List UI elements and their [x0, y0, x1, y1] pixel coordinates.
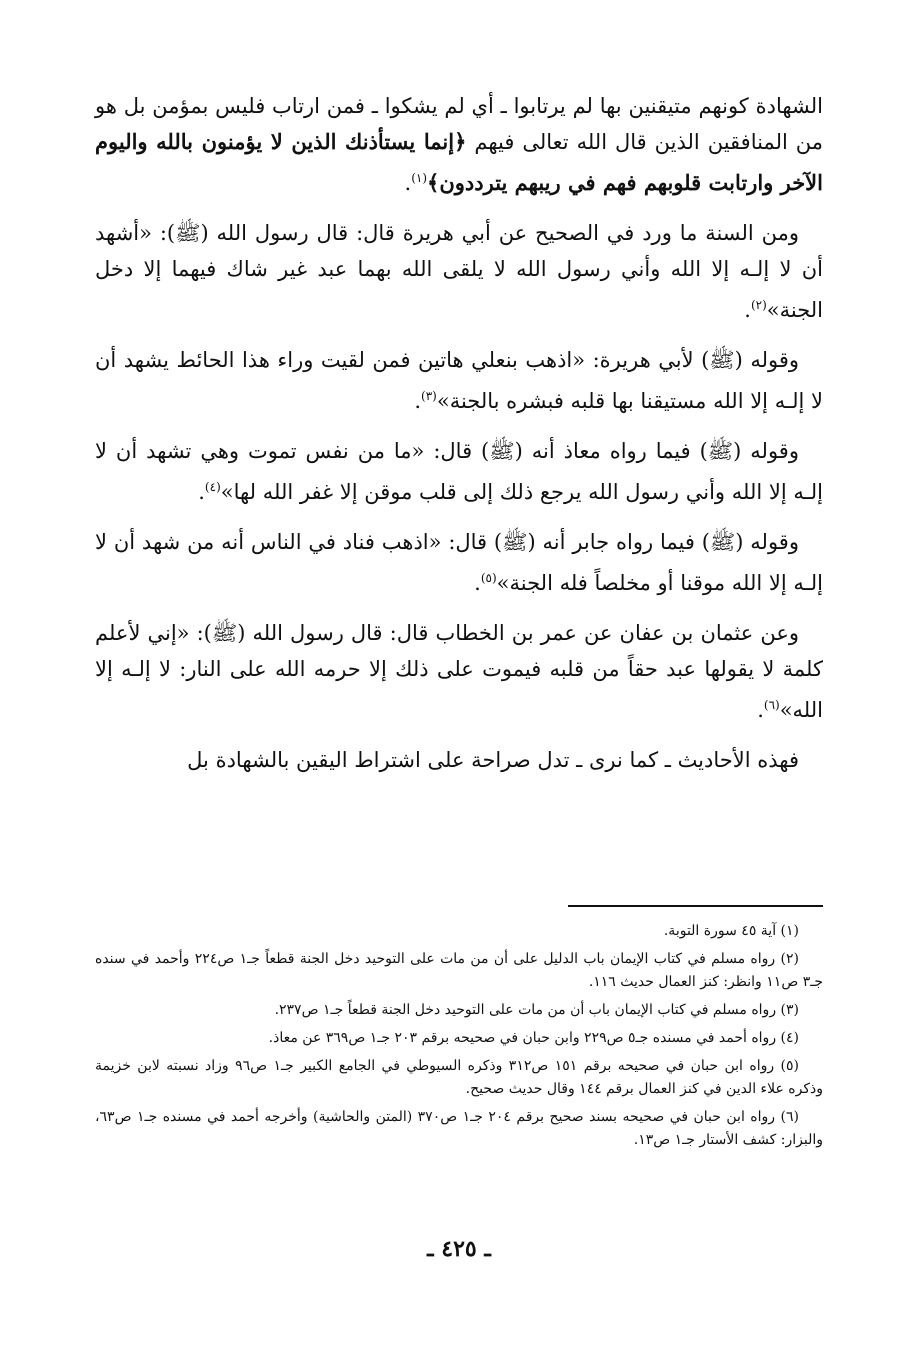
paragraph-5-end: .: [474, 571, 481, 595]
footnote-ref-1: (١): [411, 171, 428, 185]
footnote-1: (١) آية ٤٥ سورة التوبة.: [663, 923, 799, 939]
footnotes: [95, 920, 823, 1157]
paragraph-2-text: ومن السنة ما ورد في الصحيح عن أبي هريرة قال: قال رسول الله (ﷺ): «أشهد أن لا إلـه إلا الله وأني رسول الله لا يلقى الله بهما عبد غير شاك فيهما إلا دخل الجنة»: [95, 221, 823, 322]
footnote-3: (٣) رواه مسلم في كتاب الإيمان باب أن من مات على التوحيد دخل الجنة قطعاً جـ١ ص٢٣٧.: [274, 1002, 799, 1018]
page-number: ـ ٤٢٥ ـ: [427, 1236, 491, 1262]
footnote-5: (٥) رواه ابن حبان في صحيحه برقم ١٥١ ص٣١٢ وذكره السيوطي في الجامع الكبير جـ١ ص٩٦ وزاد نسبته لابن خزيمة وذكره علاء الدين في كنز العمال برقم ١٤٤ وقال حديث صحيح.: [95, 1058, 823, 1097]
paragraph-6: [95, 615, 823, 728]
footnote-divider: [568, 905, 823, 907]
paragraph-3-text: وقوله (ﷺ) لأبي هريرة: «اذهب بنعلي هاتين فمن لقيت وراء هذا الحائط يشهد أن لا إلـه إلا الله مستيقنا بها قلبه فبشره بالجنة»: [95, 348, 823, 413]
paragraph-1-end: .: [404, 171, 412, 195]
paragraph-4-end: .: [198, 480, 205, 504]
paragraph-3: [95, 342, 823, 419]
paragraph-6-end: .: [757, 698, 764, 722]
footnote-ref-3: (٣): [421, 389, 437, 403]
page: [95, 88, 823, 1359]
main-text: [95, 88, 823, 778]
paragraph-6-text: وعن عثمان بن عفان عن عمر بن الخطاب قال: قال رسول الله (ﷺ): «إني لأعلم كلمة لا يقولها عبد حقاً من قلبه فيموت على ذلك إلا حرمه الله على النار: لا إلـه إلا الله»: [95, 621, 823, 722]
paragraph-7: [95, 742, 823, 778]
footnote-ref-4: (٤): [204, 480, 221, 494]
paragraph-2: [95, 215, 823, 328]
paragraph-2-end: .: [744, 298, 751, 322]
paragraph-4-text: وقوله (ﷺ) فيما رواه معاذ أنه (ﷺ) قال: «ما من نفس تموت وهي تشهد أن لا إلـه إلا الله وأني رسول الله يرجع ذلك إلى قلب موقن إلا غفر الله لها»: [95, 439, 823, 504]
paragraph-3-end: .: [414, 389, 422, 413]
footnote-ref-5: (٥): [480, 571, 497, 585]
footnote-2: (٢) رواه مسلم في كتاب الإيمان باب الدليل على أن من مات على التوحيد دخل الجنة قطعاً جـ١ ص٢٢٤ وأحمد في سنده جـ٣ ص١١ وانظر: كنز العمال حديث ١١٦.: [95, 951, 823, 990]
paragraph-1-text: الشهادة كونهم متيقنين بها لم يرتابوا ـ أي لم يشكوا ـ فمن ارتاب فليس بمؤمن بل هو من المنافقين الذين قال الله تعالى فيهم: [95, 94, 823, 154]
footnote-ref-6: (٦): [763, 698, 780, 712]
footnote-4: (٤) رواه أحمد في مسنده جـ٥ ص٢٢٩ وابن حبان في صحيحه برقم ٢٠٣ جـ١ ص٣٦٩ عن معاذ.: [268, 1030, 799, 1046]
paragraph-4: [95, 433, 823, 510]
paragraph-5-text: وقوله (ﷺ) فيما رواه جابر أنه (ﷺ) قال: «اذهب فناد في الناس أنه من شهد أن لا إلـه إلا الله موقنا أو مخلصاً فله الجنة»: [95, 530, 823, 595]
footnote-6: (٦) رواه ابن حبان في صحيحه بسند صحيح برقم ٢٠٤ جـ١ ص٣٧٠ (المتن والحاشية) وأخرجه أحمد في مسنده جـ١ ص٦٣، والبزار: كشف الأستار جـ١ ص١٣.: [95, 1109, 823, 1148]
paragraph-1: [95, 88, 823, 201]
paragraph-5: [95, 524, 823, 601]
footnote-ref-2: (٢): [750, 298, 767, 312]
paragraph-7-text: فهذه الأحاديث ـ كما نرى ـ تدل صراحة على اشتراط اليقين بالشهادة بل: [187, 748, 799, 772]
quran-verse: ﴿إنما يستأذنك الذين لا يؤمنون بالله واليوم الآخر وارتابت قلوبهم فهم في ريبهم يترددون﴾: [95, 129, 823, 195]
